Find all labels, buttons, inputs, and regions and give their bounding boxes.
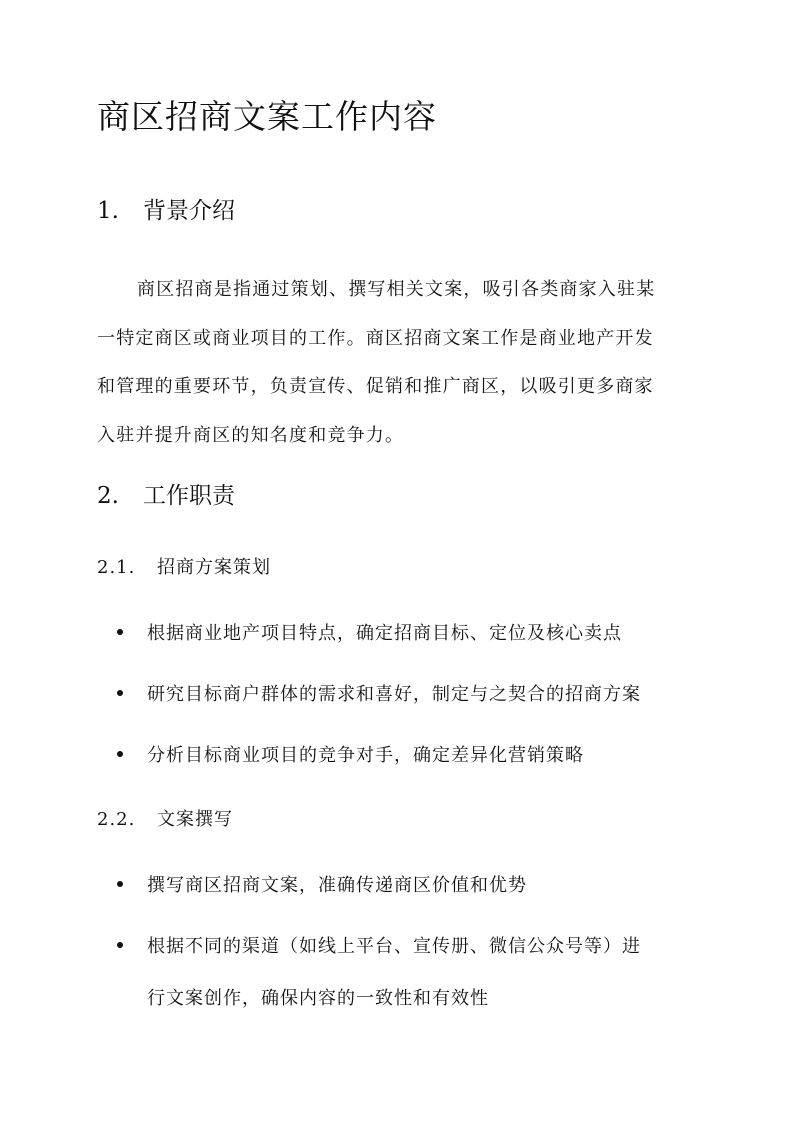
list-item-text: 根据商业地产项目特点，确定招商目标、定位及核心卖点 bbox=[147, 623, 622, 644]
paragraph-line: 一特定商区或商业项目的工作。商区招商文案工作是商业地产开发 bbox=[97, 327, 654, 349]
subsection-title: 文案撰写 bbox=[157, 809, 233, 830]
list-item bbox=[117, 730, 697, 782]
background-paragraph bbox=[97, 266, 703, 460]
section-number: 1. bbox=[97, 198, 119, 224]
section-title: 工作职责 bbox=[143, 483, 235, 509]
list-item-text: 研究目标商户群体的需求和喜好，制定与之契合的招商方案 bbox=[147, 684, 641, 705]
paragraph-line: 商区招商是指通过策划、撰写相关文案，吸引各类商家入驻某 bbox=[137, 279, 656, 300]
document-title: 商区招商文案工作内容 bbox=[97, 97, 437, 136]
list-item-text: 根据不同的渠道（如线上平台、宣传册、微信公众号等）进 bbox=[147, 936, 641, 957]
list-item-text: 撰写商区招商文案，准确传递商区价值和优势 bbox=[147, 875, 527, 896]
subsection-title: 招商方案策划 bbox=[157, 557, 271, 578]
list-item-text: 分析目标商业项目的竞争对手，确定差异化营销策略 bbox=[147, 745, 584, 766]
paragraph-line: 入驻并提升商区的知名度和竞争力。 bbox=[97, 424, 405, 446]
paragraph-line: 和管理的重要环节，负责宣传、促销和推广商区，以吸引更多商家 bbox=[97, 376, 654, 397]
list-item-text: 行文案创作，确保内容的一致性和有效性 bbox=[147, 988, 489, 1009]
section-heading-background bbox=[97, 195, 235, 227]
bullet-icon bbox=[117, 751, 123, 757]
subsection-number: 2.1. bbox=[97, 557, 136, 578]
section-title: 背景介绍 bbox=[143, 198, 235, 224]
list-item bbox=[117, 669, 697, 721]
list-item bbox=[117, 921, 697, 1025]
bullet-icon bbox=[117, 690, 123, 696]
bullet-icon bbox=[117, 881, 123, 887]
section-number: 2. bbox=[97, 483, 119, 509]
list-item bbox=[117, 608, 697, 660]
subsection-heading-plan bbox=[97, 555, 271, 581]
list-item bbox=[117, 860, 697, 912]
subsection-number: 2.2. bbox=[97, 809, 136, 830]
section-heading-duties bbox=[97, 480, 235, 512]
subsection-heading-copywriting bbox=[97, 807, 233, 833]
bullet-icon bbox=[117, 942, 123, 948]
bullet-icon bbox=[117, 629, 123, 635]
